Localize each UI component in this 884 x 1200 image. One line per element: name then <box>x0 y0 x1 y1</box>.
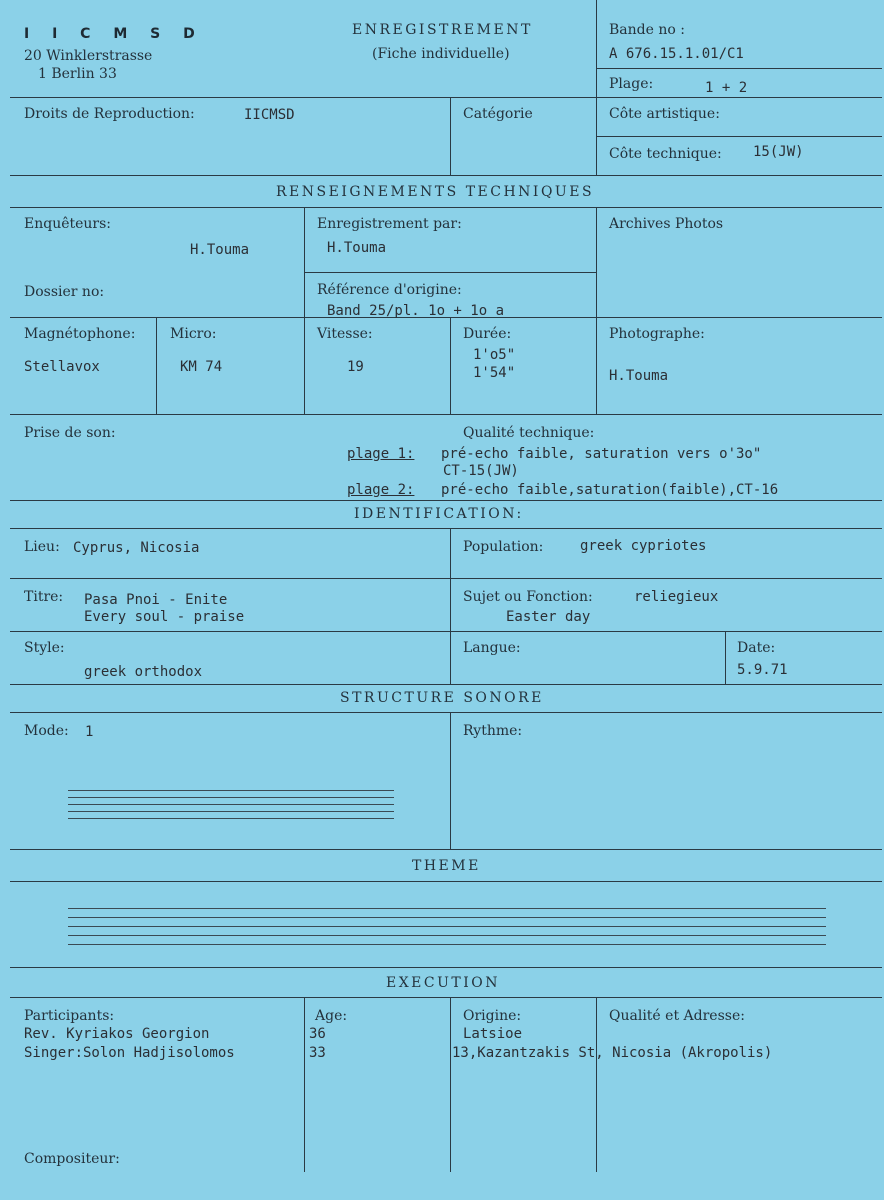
plage1-ct: CT-15(JW) <box>443 463 519 479</box>
duree-value-1: 1'o5" <box>473 347 516 363</box>
institution-address-city: 1 Berlin 33 <box>38 66 117 82</box>
reference-value: Band 25/pl. 1o + 1o a <box>327 303 505 319</box>
rule <box>725 631 726 684</box>
droits-label: Droits de Reproduction: <box>24 106 195 122</box>
rule <box>450 97 451 175</box>
rule <box>10 631 882 632</box>
langue-label: Langue: <box>463 640 521 656</box>
plage1-text: pré-echo faible, saturation vers o'3o" <box>441 446 762 462</box>
institution-address-street: 20 Winklerstrasse <box>24 48 153 64</box>
participants-label: Participants: <box>24 1008 115 1024</box>
rule <box>156 317 157 414</box>
photographe-value: H.Touma <box>609 368 669 384</box>
rule <box>10 175 882 176</box>
rule <box>10 207 882 208</box>
rule <box>10 712 882 713</box>
rule <box>10 967 882 968</box>
titre-value-1: Pasa Pnoi - Enite <box>84 592 228 608</box>
population-label: Population: <box>463 539 544 555</box>
plage1-label: plage 1: <box>347 446 415 462</box>
magnetophone-label: Magnétophone: <box>24 326 136 342</box>
sujet-label: Sujet ou Fonction: <box>463 589 593 605</box>
rule <box>304 207 305 414</box>
plage2-text: pré-echo faible,saturation(faible),CT-16 <box>441 482 779 498</box>
origine-1: Latsioe <box>463 1026 523 1042</box>
section-title-theme: THEME <box>412 858 481 874</box>
rule <box>10 414 882 415</box>
section-title-technical: RENSEIGNEMENTS TECHNIQUES <box>276 184 595 200</box>
rule <box>450 317 451 414</box>
participant-2: Singer:Solon Hadjisolomos <box>24 1045 235 1061</box>
vitesse-label: Vitesse: <box>317 326 373 342</box>
age-label: Age: <box>315 1008 348 1024</box>
categorie-label: Catégorie <box>463 106 533 122</box>
photographe-label: Photographe: <box>609 326 705 342</box>
vitesse-value: 19 <box>347 359 364 375</box>
titre-label: Titre: <box>24 589 64 605</box>
qualite-technique-label: Qualité technique: <box>463 425 595 441</box>
date-label: Date: <box>737 640 776 656</box>
enqueteurs-label: Enquêteurs: <box>24 216 112 232</box>
institution-name: I I C M S D <box>24 26 204 42</box>
rule <box>304 997 305 1172</box>
rule <box>10 578 882 579</box>
rule <box>596 136 882 137</box>
rule <box>596 68 882 69</box>
dossier-label: Dossier no: <box>24 284 105 300</box>
population-value: greek cypriotes <box>580 538 707 554</box>
bande-label: Bande no : <box>609 22 685 38</box>
duree-label: Durée: <box>463 326 512 342</box>
sujet-value-1: reliegieux <box>634 589 719 605</box>
rule <box>10 849 882 850</box>
form-title: ENREGISTREMENT <box>352 22 533 38</box>
compositeur-label: Compositeur: <box>24 1151 120 1167</box>
section-title-identification: IDENTIFICATION: <box>354 506 524 522</box>
rule <box>304 272 596 273</box>
mode-label: Mode: <box>24 723 69 739</box>
cote-technique-label: Côte technique: <box>609 146 722 162</box>
rule <box>10 881 882 882</box>
sujet-value-2: Easter day <box>506 609 591 625</box>
style-label: Style: <box>24 640 65 656</box>
prise-de-son-label: Prise de son: <box>24 425 116 441</box>
form-subtitle: (Fiche individuelle) <box>372 46 510 62</box>
bande-value: A 676.15.1.01/C1 <box>609 46 744 62</box>
rule <box>10 997 882 998</box>
cote-artistique-label: Côte artistique: <box>609 106 720 122</box>
enregistrement-label: Enregistrement par: <box>317 216 462 232</box>
rule <box>596 207 597 414</box>
enregistrement-value: H.Touma <box>327 240 387 256</box>
date-value: 5.9.71 <box>737 662 788 678</box>
rythme-label: Rythme: <box>463 723 523 739</box>
plage-value: 1 + 2 <box>705 80 748 96</box>
micro-label: Micro: <box>170 326 217 342</box>
rule <box>450 528 451 684</box>
participant-1: Rev. Kyriakos Georgion <box>24 1026 210 1042</box>
rule <box>10 684 882 685</box>
duree-value-2: 1'54" <box>473 365 516 381</box>
cote-technique-value: 15(JW) <box>753 144 804 160</box>
style-value: greek orthodox <box>84 664 203 680</box>
rule <box>450 712 451 849</box>
mode-value: 1 <box>85 724 94 740</box>
lieu-label: Lieu: <box>24 539 60 555</box>
plage2-label: plage 2: <box>347 482 415 498</box>
section-title-execution: EXECUTION <box>386 975 501 991</box>
rule <box>10 500 882 501</box>
age-1: 36 <box>309 1026 326 1042</box>
archives-photos-label: Archives Photos <box>609 216 724 232</box>
reference-label: Référence d'origine: <box>317 282 462 298</box>
rule <box>10 528 882 529</box>
rule <box>450 997 451 1172</box>
magnetophone-value: Stellavox <box>24 359 100 375</box>
micro-value: KM 74 <box>180 359 223 375</box>
age-2: 33 <box>309 1045 326 1061</box>
droits-value: IICMSD <box>244 107 295 123</box>
lieu-value: Cyprus, Nicosia <box>73 540 200 556</box>
qualite-adresse-label: Qualité et Adresse: <box>609 1008 745 1024</box>
address-line: 13,Kazantzakis St, Nicosia (Akropolis) <box>452 1045 773 1061</box>
plage-label: Plage: <box>609 76 654 92</box>
rule <box>596 0 597 175</box>
rule <box>10 97 882 98</box>
origine-label: Origine: <box>463 1008 522 1024</box>
section-title-structure: STRUCTURE SONORE <box>340 690 544 706</box>
rule <box>596 997 597 1172</box>
titre-value-2: Every soul - praise <box>84 609 245 625</box>
enqueteurs-value: H.Touma <box>190 242 250 258</box>
